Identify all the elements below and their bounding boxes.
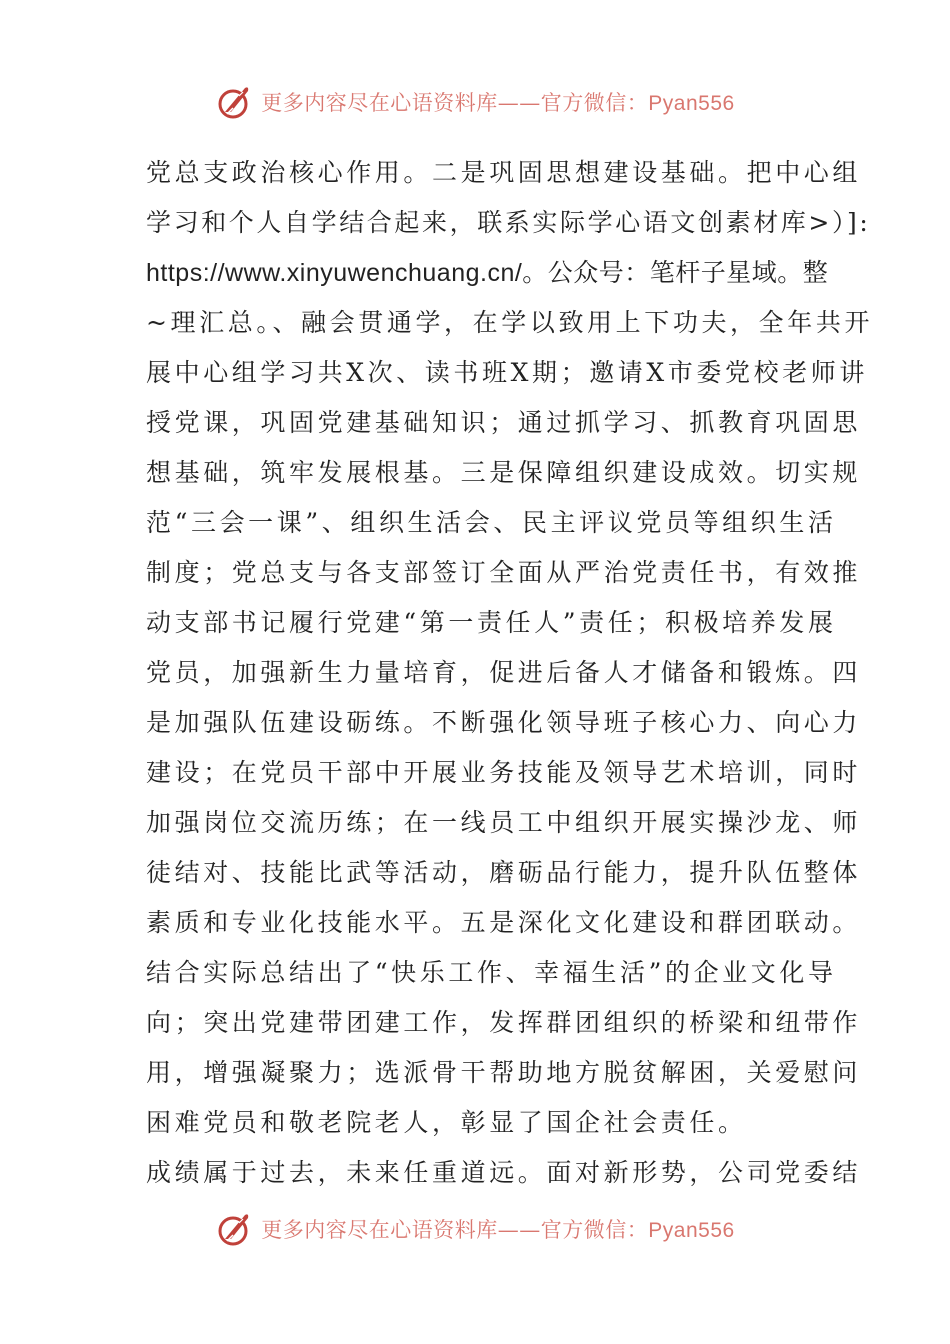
header-text	[261, 87, 734, 117]
document-body	[146, 148, 874, 1198]
body-line: 用，增强凝聚力；选派骨干帮助地方脱贫解困，关爱慰问	[146, 1058, 862, 1087]
body-line: 党员，加强新生力量培育，促进后备人才储备和锻炼。四	[146, 658, 862, 687]
footer-banner	[0, 1207, 950, 1251]
footer-text	[261, 1214, 734, 1244]
body-line: 困难党员和敬老院老人，彰显了国企社会责任。	[146, 1108, 747, 1137]
quill-pen-circle-icon	[215, 82, 255, 122]
body-line: 学习和个人自学结合起来，联系实际学心语文创素材库>）]:	[146, 208, 871, 237]
body-line: 动支部书记履行党建“第一责任人”责任；积极培养发展	[146, 608, 837, 637]
body-line: 建设；在党员干部中开展业务技能及领导艺术培训，同时	[146, 758, 862, 787]
body-line: 授党课，巩固党建基础知识；通过抓学习、抓教育巩固思	[146, 408, 862, 437]
body-line: 范“三会一课”、组织生活会、民主评议党员等组织生活	[146, 508, 837, 537]
header-contact-id: Pyan556	[648, 92, 735, 115]
footer-contact-label: 官方微信：	[540, 1218, 649, 1242]
body-line: 制度；党总支与各支部签订全面从严治党责任书，有效推	[146, 558, 862, 587]
header-banner	[0, 80, 950, 124]
footer-contact-id: Pyan556	[648, 1219, 735, 1242]
body-line: 成绩属于过去，未来任重道远。面对新形势，公司党委结	[146, 1158, 862, 1187]
header-separator: ——	[497, 91, 541, 115]
body-line: 素质和专业化技能水平。五是深化文化建设和群团联动。	[146, 908, 862, 937]
body-line: 向；突出党建带团建工作，发挥群团组织的桥梁和纽带作	[146, 1008, 862, 1037]
body-line: 党总支政治核心作用。二是巩固思想建设基础。把中心组	[146, 158, 862, 187]
body-line: 加强岗位交流历练；在一线员工中组织开展实操沙龙、师	[146, 808, 862, 837]
body-line: 结合实际总结出了“快乐工作、幸福生活”的企业文化导	[146, 958, 837, 987]
body-line: ~理汇总。、融会贯通学，在学以致用上下功夫，全年共开	[146, 308, 874, 337]
footer-brand: 更多内容尽在心语资料库	[261, 1218, 498, 1242]
url-text: https://www.xinyuwenchuang.cn/。公众号：笔杆子星域。整	[146, 259, 829, 287]
body-line: 徒结对、技能比武等活动，磨砺品行能力，提升队伍整体	[146, 858, 862, 887]
quill-pen-circle-icon	[215, 1209, 255, 1249]
body-line: 想基础，筑牢发展根基。三是保障组织建设成效。切实规	[146, 458, 862, 487]
body-line: 是加强队伍建设砺练。不断强化领导班子核心力、向心力	[146, 708, 862, 737]
footer-separator: ——	[497, 1218, 541, 1242]
body-line: 展中心组学习共X次、读书班X期；邀请X市委党校老师讲	[146, 358, 868, 387]
header-contact-label: 官方微信：	[540, 91, 649, 115]
body-line-url	[146, 248, 829, 298]
header-brand: 更多内容尽在心语资料库	[261, 91, 498, 115]
